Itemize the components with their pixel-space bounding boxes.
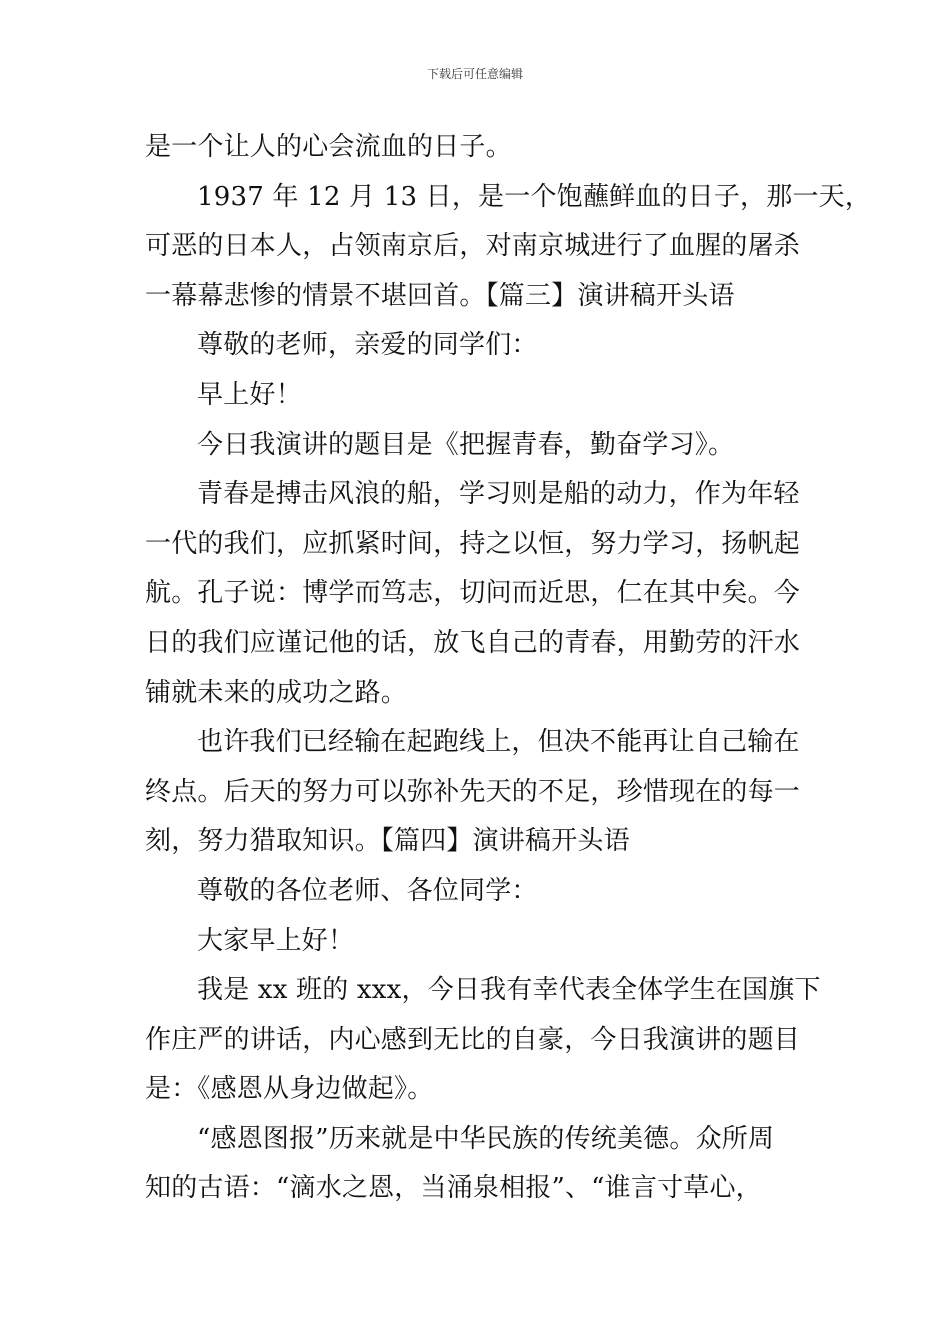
text-line: 今日我演讲的题目是《把握青春，勤奋学习》。 xyxy=(197,429,735,460)
text-line: 尊敬的老师，亲爱的同学们： xyxy=(197,330,538,361)
text-line: 是一个让人的心会流血的日子。 xyxy=(145,132,512,162)
text-line: 一幕幕悲惨的情景不堪回首。【篇三】演讲稿开头语 xyxy=(145,280,735,311)
text-line: 作庄严的讲话，内心感到无比的自豪，今日我演讲的题目 xyxy=(145,1024,801,1055)
text-line: 日的我们应谨记他的话，放飞自己的青春，用勤劳的汗水 xyxy=(145,627,801,658)
text-line: 知的古语：“滴水之恩，当涌泉相报”、“谁言寸草心， xyxy=(145,1173,762,1204)
page-header: 下载后可任意编辑 xyxy=(426,67,523,81)
text-line: 1937 年 12 月 13 日，是一个饱蘸鲜血的日子，那一天， xyxy=(197,181,872,212)
text-line: 早上好！ xyxy=(197,379,302,410)
text-line: “感恩图报”历来就是中华民族的传统美德。众所周 xyxy=(197,1123,775,1154)
text-line: 铺就未来的成功之路。 xyxy=(145,677,408,708)
text-line: 我是 xx 班的 xxx，今日我有幸代表全体学生在国旗下 xyxy=(197,975,821,1006)
text-line: 终点。后天的努力可以弥补先天的不足，珍惜现在的每一 xyxy=(145,776,801,807)
text-line: 航。孔子说：博学而笃志，切问而近思，仁在其中矣。今 xyxy=(145,578,801,609)
text-line: 也许我们已经输在起跑线上，但决不能再让自己输在 xyxy=(197,727,800,758)
document-body xyxy=(145,128,872,1219)
text-line: 尊敬的各位老师、各位同学： xyxy=(197,875,538,906)
text-line: 是：《感恩从身边做起》。 xyxy=(145,1074,434,1105)
text-line: 刻，努力猎取知识。【篇四】演讲稿开头语 xyxy=(145,826,630,857)
text-line: 可恶的日本人，占领南京后，对南京城进行了血腥的屠杀 xyxy=(145,231,801,262)
text-line: 大家早上好！ xyxy=(197,925,355,956)
text-line: 一代的我们，应抓紧时间，持之以恒，努力学习，扬帆起 xyxy=(145,528,801,559)
text-line: 青春是搏击风浪的船，学习则是船的动力，作为年轻 xyxy=(197,479,800,510)
